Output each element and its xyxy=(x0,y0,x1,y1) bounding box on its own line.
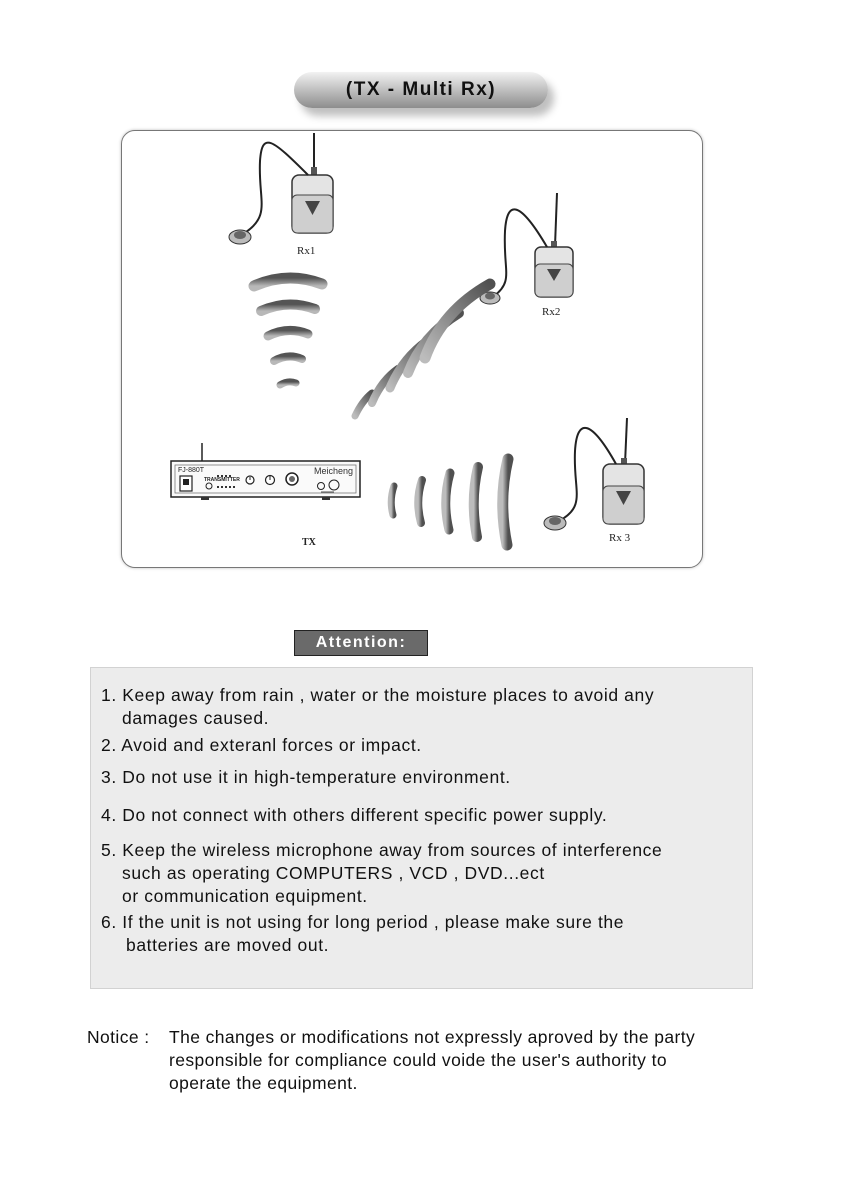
attention-item-line: such as operating COMPUTERS , VCD , DVD...ect xyxy=(122,863,545,883)
tx-label: TX xyxy=(302,537,316,548)
tx-model: FJ-880T xyxy=(178,467,205,474)
signal-waves-up xyxy=(254,278,322,385)
attention-item-1 xyxy=(101,684,654,730)
attention-item-line: 1. Keep away from rain , water or the moisture places to avoid any xyxy=(101,685,655,705)
title-badge: (TX - Multi Rx) xyxy=(294,72,548,108)
notice-label: Notice : xyxy=(87,1027,150,1047)
signal-waves-right xyxy=(391,459,508,545)
signal-waves-diagonal xyxy=(355,284,490,416)
tx-brand: Meicheng xyxy=(314,466,354,476)
attention-item-5 xyxy=(101,839,662,908)
attention-item-line: damages caused. xyxy=(122,708,270,728)
notice-block xyxy=(87,1026,695,1095)
notice-line: The changes or modifications not expressly aproved by the party xyxy=(169,1027,696,1047)
attention-item-4 xyxy=(101,804,607,827)
attention-item-2 xyxy=(101,734,422,757)
notice-line: operate the equipment. xyxy=(169,1073,358,1093)
attention-item-line: 3. Do not use it in high-temperature environment. xyxy=(101,767,511,787)
attention-item-line: 5. Keep the wireless microphone away from sources of interference xyxy=(101,840,663,860)
attention-box xyxy=(90,667,753,989)
transmitter-unit xyxy=(171,443,360,548)
tx-panel-text: TRANSMITTER xyxy=(204,477,240,483)
tx-multi-rx-diagram xyxy=(122,131,702,567)
diagram-frame xyxy=(121,130,703,568)
attention-item-line: 4. Do not connect with others different specific power supply. xyxy=(101,805,608,825)
attention-item-line: batteries are moved out. xyxy=(126,935,330,955)
attention-item-6 xyxy=(101,911,624,957)
attention-item-line: 6. If the unit is not using for long period , please make sure the xyxy=(101,912,625,932)
rx2-label: Rx2 xyxy=(542,306,561,318)
rx3-label: Rx 3 xyxy=(609,532,631,544)
receiver-rx2 xyxy=(480,193,573,318)
attention-item-line: or communication equipment. xyxy=(122,886,368,906)
receiver-rx1 xyxy=(229,133,333,257)
receiver-rx3 xyxy=(544,418,644,544)
attention-heading: Attention: xyxy=(294,630,428,656)
notice-line: responsible for compliance could voide the user's authority to xyxy=(169,1050,667,1070)
attention-item-line: 2. Avoid and exteranl forces or impact. xyxy=(101,735,422,755)
attention-item-3 xyxy=(101,766,511,789)
rx1-label: Rx1 xyxy=(297,245,316,257)
